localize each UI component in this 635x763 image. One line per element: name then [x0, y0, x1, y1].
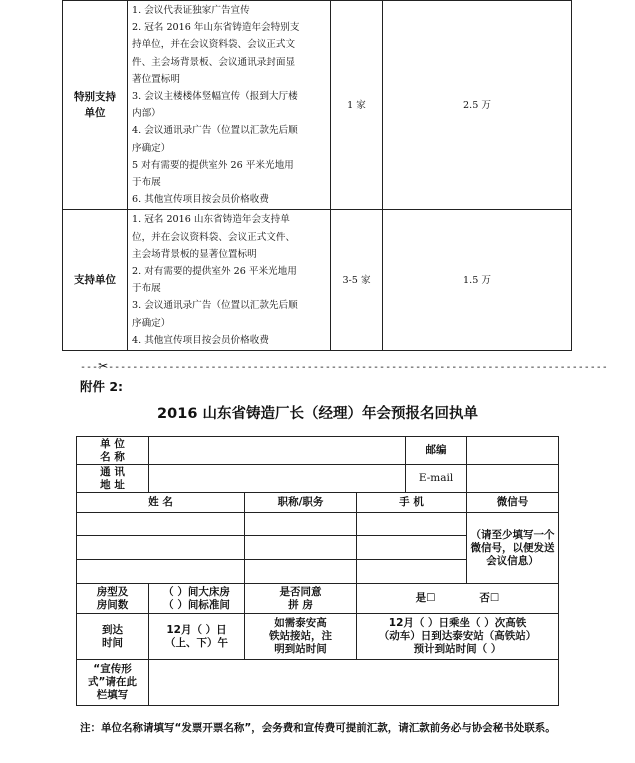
benefit-line: 内部） [132, 108, 161, 120]
pickup-label: 如需泰安高 铁站接站，注 明到站时间 [245, 614, 357, 660]
unit-name-field[interactable] [149, 437, 406, 465]
share-room-label: 是否同意 拼 房 [245, 584, 357, 614]
sponsor-level-cell [63, 1, 128, 210]
address-label: 通 讯 地 址 [77, 465, 149, 493]
footnote: 注：单位名称请填写“发票开票名称”，会务费和宣传费可提前汇款，请汇款前务必与协会秘书处联系。 [80, 722, 556, 734]
postcode-field[interactable] [467, 437, 559, 465]
benefit-line: 6. 其他宣传项目按会员价格收费 [132, 194, 269, 206]
cut-line [80, 359, 608, 373]
benefit-line: 1. 冠名 2016 山东省铸造年会支持单 [132, 214, 290, 226]
benefit-line: 1. 会议代表证独家广告宣传 [132, 5, 250, 16]
benefit-line: 4. 会议通讯录广告（位置以汇款先后顺 [132, 125, 298, 137]
col-phone-header: 手 机 [357, 493, 467, 513]
sponsor-benefits-cell [128, 210, 331, 351]
promo-label: “宣传形 式”请在此 栏填写 [77, 660, 149, 706]
postcode-label: 邮编 [406, 437, 467, 465]
benefit-line: 3. 会议主楼楼体竖幅宣传（报到大厅楼 [132, 91, 298, 103]
share-room-options[interactable]: 是☐ 否☐ [357, 584, 559, 614]
table-row [77, 437, 559, 465]
table-row [77, 614, 559, 660]
benefit-line: 持单位，并在会议资料袋、会议正式文 [132, 39, 296, 51]
address-field[interactable] [149, 465, 406, 493]
table-row [77, 513, 559, 536]
col-title-header: 职称/职务 [245, 493, 357, 513]
sponsor-benefits-cell [128, 1, 331, 210]
benefit-line: 著位置标明 [132, 73, 180, 85]
benefit-line: 4. 其他宣传项目按会员价格收费 [132, 334, 269, 346]
benefit-line: 2. 对有需要的提供室外 26 平米光地用 [132, 266, 297, 278]
attendee-phone-field[interactable] [357, 513, 467, 536]
attendee-name-field[interactable] [77, 513, 245, 536]
table-row [63, 1, 572, 210]
benefit-line: 序确定） [132, 317, 171, 329]
table-row [77, 465, 559, 493]
col-wechat-header: 微信号 [467, 493, 559, 513]
attendee-title-field[interactable] [245, 560, 357, 584]
attendee-title-field[interactable] [245, 513, 357, 536]
pickup-train-field[interactable]: 12月（ ）日乘坐（ ）次高铁 （动车）日到达泰安站（高铁站） 预计到站时间（ ） [357, 614, 559, 660]
benefit-line: 5 对有需要的提供室外 26 平米光地用 [132, 159, 294, 171]
sponsor-level-cell: 支持单位 [63, 210, 128, 351]
cut-line-dashes: ----------------------------------------------------------------------------------- [108, 362, 608, 373]
attendee-phone-field[interactable] [357, 560, 467, 584]
scissors-icon: ✂ [98, 359, 109, 373]
table-row [77, 660, 559, 706]
room-options[interactable]: （ ）间大床房 （ ）间标准间 [149, 584, 245, 614]
table-row [77, 493, 559, 513]
arrival-label: 到达 时间 [77, 614, 149, 660]
promo-field[interactable] [149, 660, 559, 706]
sponsor-quantity-cell: 1 家 [331, 1, 383, 210]
benefit-line: 序确定） [132, 142, 171, 154]
benefit-line: 主会场背景板的显著位置标明 [132, 248, 257, 260]
email-field[interactable] [467, 465, 559, 493]
registration-form [76, 436, 559, 706]
arrival-date-field[interactable]: 12月（ ）日 （上、下）午 [149, 614, 245, 660]
form-title: 2016 山东省铸造厂长（经理）年会预报名回执单 [157, 406, 478, 422]
table-row [63, 210, 572, 351]
benefit-list [132, 211, 326, 349]
unit-name-label: 单 位 名 称 [77, 437, 149, 465]
benefit-line: 于布展 [132, 283, 161, 295]
col-name-header: 姓 名 [77, 493, 245, 513]
wechat-note[interactable]: （请至少填写一个 微信号，以便发送 会议信息） [467, 513, 559, 584]
benefit-line: 2. 冠名 2016 年山东省铸造年会特别支 [132, 22, 300, 34]
benefit-line: 件、主会场背景板、会议通讯录封面显 [132, 56, 296, 68]
attendee-title-field[interactable] [245, 536, 357, 560]
benefit-line: 3. 会议通讯录广告（位置以汇款先后顺 [132, 300, 298, 312]
attendee-name-field[interactable] [77, 560, 245, 584]
sponsor-price-cell: 2.5 万 [383, 1, 572, 210]
table-row [77, 584, 559, 614]
cut-line-prefix: --- [80, 362, 99, 373]
attendee-phone-field[interactable] [357, 536, 467, 560]
sponsor-price-cell: 1.5 万 [383, 210, 572, 351]
attachment-label: 附件 2: [80, 379, 124, 394]
sponsor-level-label: 特别支持 单位 [74, 91, 116, 120]
attendee-name-field[interactable] [77, 536, 245, 560]
sponsor-quantity-cell: 3-5 家 [331, 210, 383, 351]
benefit-list [132, 2, 326, 208]
benefit-line: 位，并在会议资料袋、会议正式文件、 [132, 231, 296, 243]
benefit-line: 于布展 [132, 177, 161, 189]
email-label: E-mail [406, 465, 467, 493]
sponsorship-table [62, 0, 572, 351]
room-type-label: 房型及 房间数 [77, 584, 149, 614]
